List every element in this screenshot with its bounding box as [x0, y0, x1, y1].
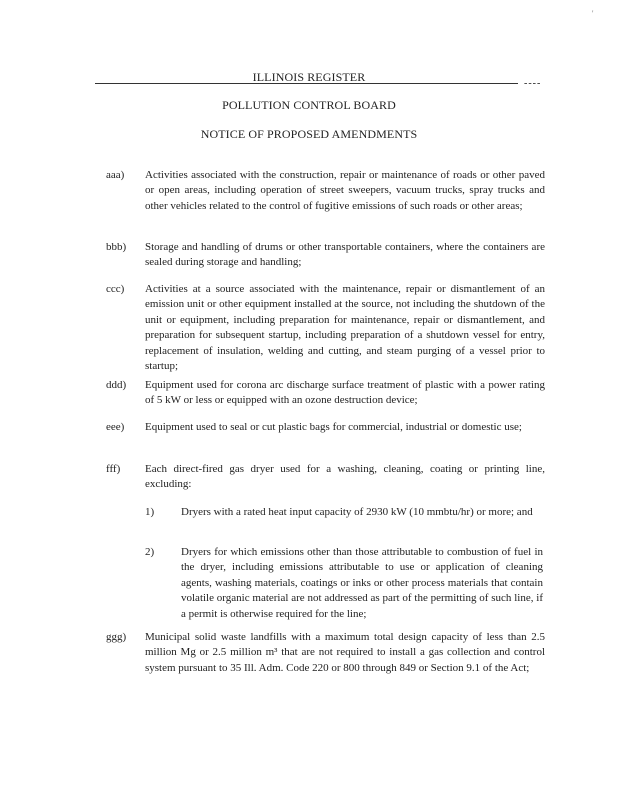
corner-mark: '	[592, 9, 594, 18]
item-label: ggg)	[106, 631, 127, 643]
item-text: Storage and handling of drums or other transportable containers, where the containers are sealed during storage and handling;	[145, 241, 545, 269]
sub-item-label: 2)	[145, 546, 155, 558]
item-label: eee)	[106, 421, 125, 433]
item-text: Municipal solid waste landfills with a maximum total design capacity of less than 2.5 million Mg or 2.5 million m³ that are not required to install a gas collection and control system pursuant to 35 Ill. Adm. Code 220 or 800 through 849 or Section 9.1 of the Act;	[145, 631, 545, 674]
item-text: Activities at a source associated with the maintenance, repair or dismantlement of an emission unit or other equipment installed at the source, not including the shutdown of the unit or equipment, including preparation for maintenance, repair or dismantlement, and preparation for subsequent startup, including preparation of a shutdown vessel for entry, replacement of insulation, welding and cutting, and steam purging of a vessel prior to startup;	[145, 283, 545, 373]
item-label: ddd)	[106, 379, 127, 391]
register-title: ILLINOIS REGISTER	[252, 70, 366, 84]
sub-item-text: Dryers for which emissions other than those attributable to combustion of fuel in the dryer, including emissions attributable to use or application of cleaning agents, washing materials, coatings or inks or other process materials that contain volatile organic material are not addressed as part of the permitting of such line, if a permit is otherwise required for the line;	[181, 546, 543, 620]
item-label: fff)	[106, 463, 121, 475]
sub-item-label: 1)	[145, 506, 155, 518]
item-label: bbb)	[106, 241, 127, 253]
item-text: Each direct-fired gas dryer used for a washing, cleaning, coating or printing line, excluding:	[145, 463, 545, 491]
notice-title: NOTICE OF PROPOSED AMENDMENTS	[200, 127, 418, 141]
board-title: POLLUTION CONTROL BOARD	[222, 98, 396, 112]
item-text: Activities associated with the construction, repair or maintenance of roads or other paved or open areas, including operation of street sweepers, vacuum trucks, spray trucks and other vehicles related to the control of fugitive emissions of such roads or other areas;	[145, 169, 545, 212]
header-rule	[95, 83, 518, 84]
item-text: Equipment used to seal or cut plastic bags for commercial, industrial or domestic use;	[145, 421, 522, 433]
sub-item-text: Dryers with a rated heat input capacity of 2930 kW (10 mmbtu/hr) or more; and	[181, 506, 533, 518]
item-label: aaa)	[106, 169, 125, 181]
header-dash: ----	[524, 78, 542, 89]
item-text: Equipment used for corona arc discharge surface treatment of plastic with a power rating of 5 kW or less or equipped with an ozone destruction device;	[145, 379, 545, 407]
item-label: ccc)	[106, 283, 125, 295]
